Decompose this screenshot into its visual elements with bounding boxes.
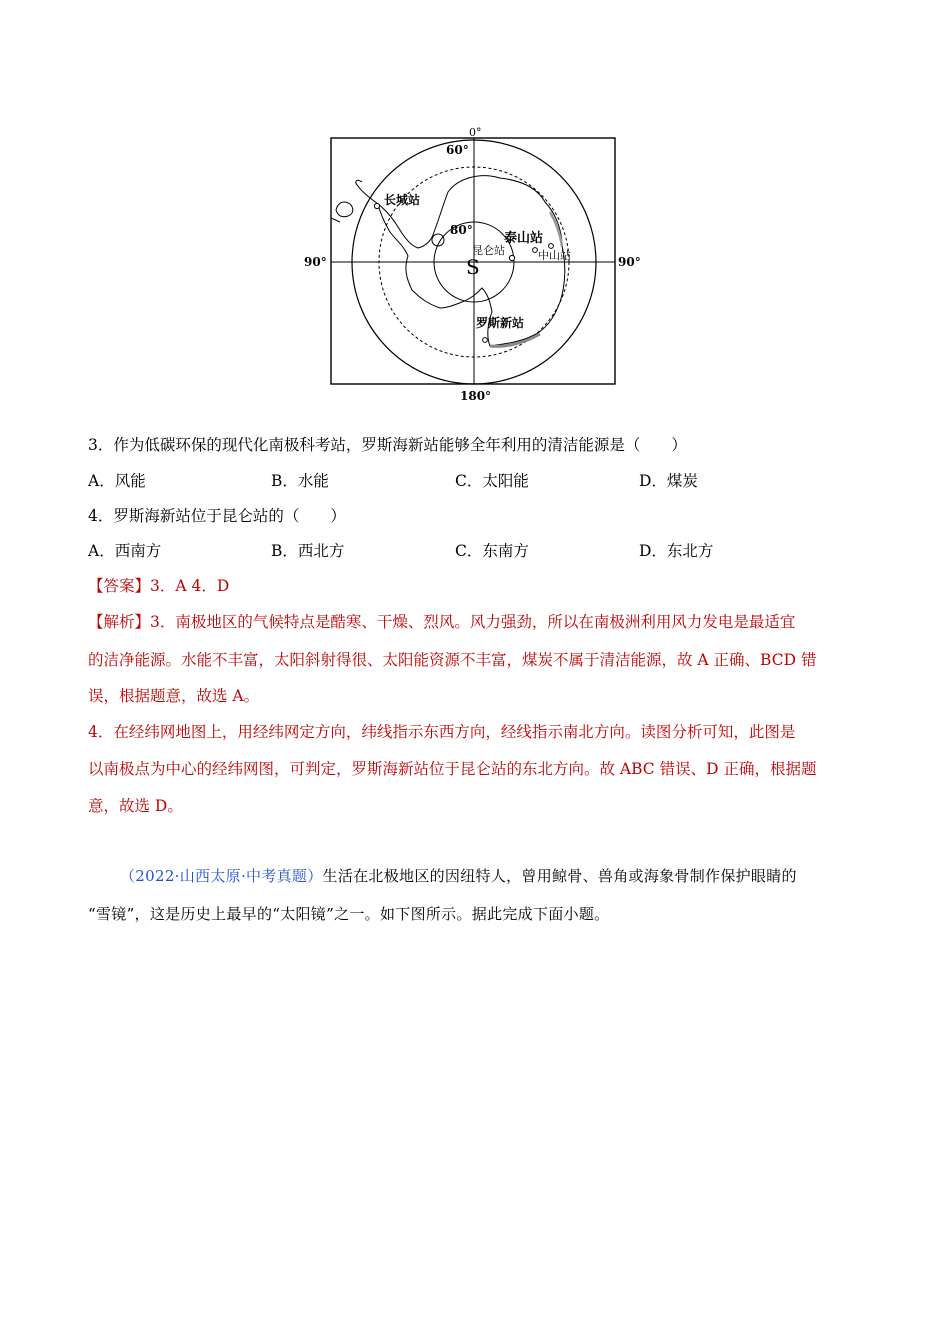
analysis-line-2: 的洁净能源。水能不丰富，太阳斜射得很、太阳能资源不丰富，煤炭不属于清洁能源，故 A 正确、BCD 错: [88, 651, 817, 669]
label-60-degree: 60°: [446, 143, 469, 157]
q4-option-c: C．东南方: [455, 542, 529, 560]
changcheng-station-label: 长城站: [384, 193, 421, 207]
antarctic-map-svg: [300, 122, 650, 407]
answer-text: 3．A 4．D: [150, 577, 230, 595]
q4-option-d: D．东北方: [639, 542, 714, 560]
taishan-station-dot: [533, 248, 538, 253]
question-3-stem: 3．作为低碳环保的现代化南极科考站，罗斯海新站能够全年利用的清洁能源是（ ）: [88, 436, 687, 454]
coast-fragment: [331, 218, 340, 222]
analysis-line-4: 4．在经纬网地图上，用经纬网定方向，纬线指示东西方向，经线指示南北方向。读图分析可知，此图是: [88, 723, 796, 741]
analysis-line-5: 以南极点为中心的经纬网图，可判定，罗斯海新站位于昆仑站的东北方向。故 ABC 错误、D 正确，根据题: [88, 760, 817, 778]
luosihai-station-dot: [483, 338, 488, 343]
kunlun-station-dot: [509, 255, 514, 260]
label-90-left: 90°: [304, 255, 327, 269]
answer-line: [88, 576, 229, 596]
q3-option-a: A．风能: [88, 472, 146, 490]
analysis-text-1: 3．南极地区的气候特点是酷寒、干燥、烈风。风力强劲，所以在南极洲利用风力发电是最适宜: [150, 613, 796, 631]
antarctic-map: [300, 122, 650, 407]
label-0-degree: 0°: [469, 126, 482, 139]
south-pole-label: S: [466, 255, 480, 279]
q4-option-b: B．西北方: [271, 542, 345, 560]
analysis-line-1: [88, 612, 795, 632]
answer-tag: 【答案】: [88, 577, 151, 595]
next-text-1: 生活在北极地区的因纽特人，曾用鲸骨、兽角或海象骨制作保护眼睛的: [322, 867, 797, 885]
question-4-stem: 4．罗斯海新站位于昆仑站的（ ）: [88, 507, 346, 525]
kunlun-station-label: 昆仑站: [472, 244, 505, 257]
label-180-degree: 180°: [460, 389, 492, 403]
next-source: （2022·山西太原·中考真题）: [120, 867, 323, 885]
changcheng-station-dot: [374, 203, 379, 208]
q3-option-d: D．煤炭: [639, 472, 698, 490]
next-intro-line-2: “雪镜”，这是历史上最早的“太阳镜”之一。如下图所示。据此完成下面小题。: [88, 905, 610, 923]
analysis-tag: 【解析】: [88, 613, 151, 631]
island-outline: [336, 202, 353, 217]
label-80-degree: 80°: [450, 223, 473, 237]
zhongshan-station-dot: [549, 244, 554, 249]
analysis-line-3: 误，根据题意，故选 A。: [88, 687, 260, 705]
taishan-station-label: 泰山站: [504, 231, 544, 246]
luosihai-station-label: 罗斯新站: [476, 316, 525, 330]
analysis-line-6: 意，故选 D。: [88, 797, 183, 815]
q3-option-c: C．太阳能: [455, 472, 529, 490]
q3-option-b: B．水能: [271, 472, 329, 490]
label-90-right: 90°: [618, 255, 641, 269]
q4-option-a: A．西南方: [88, 542, 162, 560]
next-intro-line-1: [120, 866, 797, 886]
zhongshan-station-label: 中山站: [538, 249, 571, 262]
